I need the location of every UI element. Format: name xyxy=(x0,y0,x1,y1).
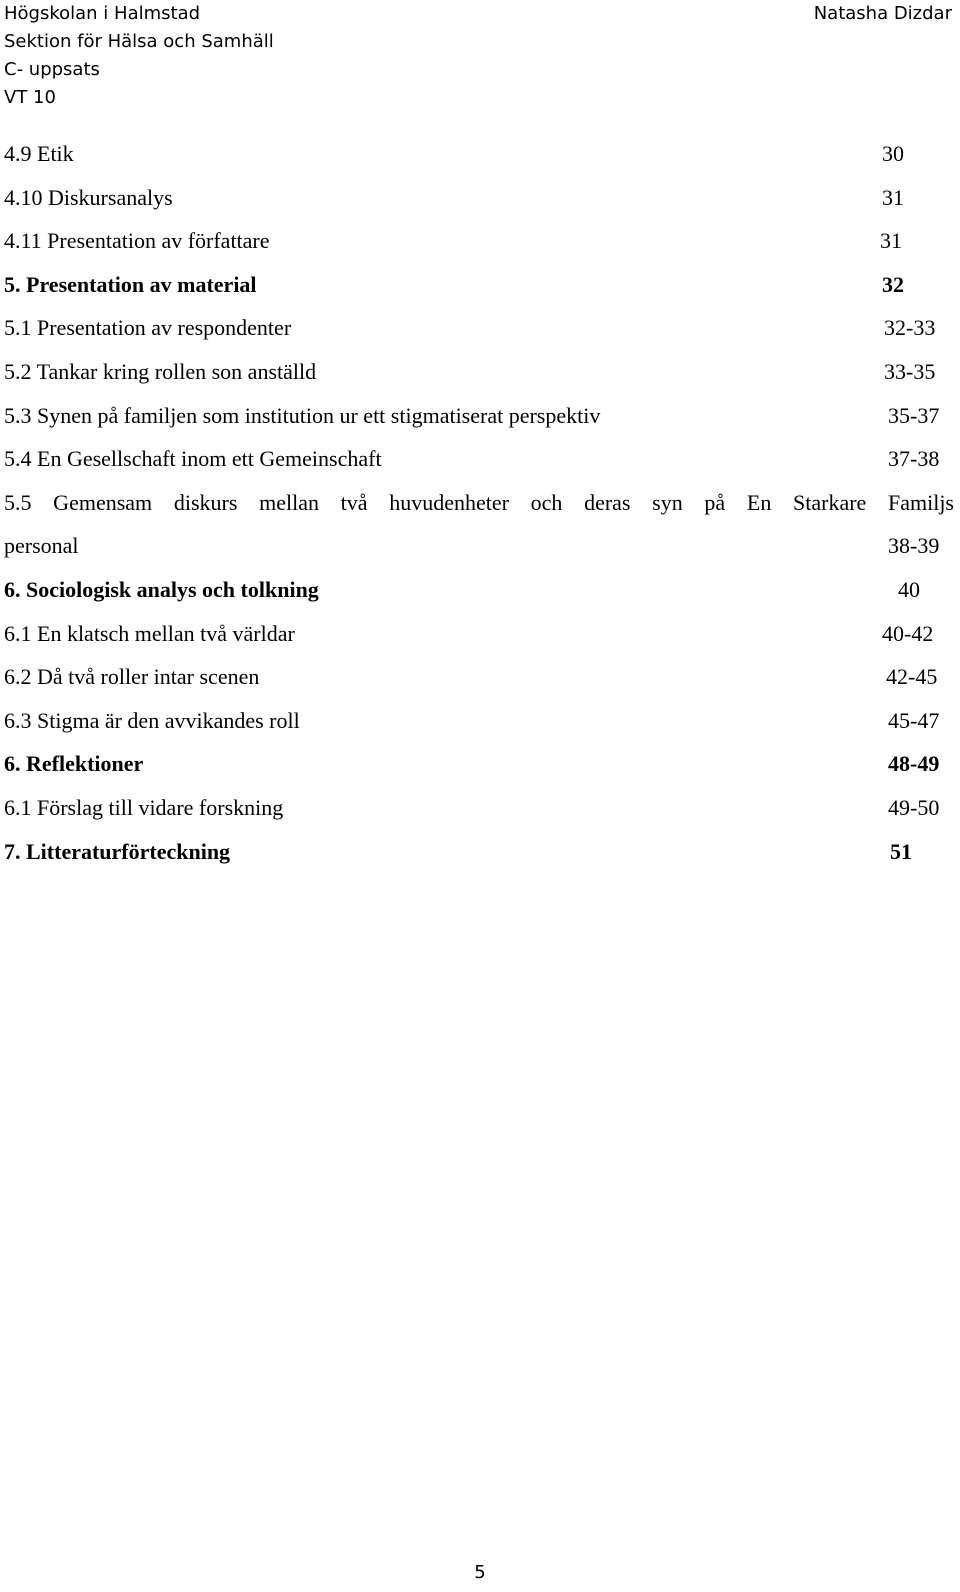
toc-entry-label: 5.5 Gemensam diskurs mellan två huvudenheter och deras syn på En Starkare Familjs xyxy=(4,489,954,515)
toc-entry-label: 6.1 En klatsch mellan två världar xyxy=(4,620,295,646)
toc-entry-label: 4.11 Presentation av författare xyxy=(4,228,270,254)
toc-entry xyxy=(4,786,956,830)
toc-entry-label: 5.2 Tankar kring rollen son anställd xyxy=(4,358,317,384)
toc-entry-label: 7. Litteraturförteckning xyxy=(4,838,231,864)
toc-entry-label: 6. Sociologisk analys och tolkning xyxy=(4,576,319,602)
toc-entry-chapter xyxy=(4,263,956,307)
toc-entry xyxy=(4,132,956,176)
toc-entry xyxy=(4,350,956,394)
toc-entry xyxy=(4,394,956,438)
toc-entry-label: 6.2 Då två roller intar scenen xyxy=(4,664,260,690)
header-line-university: Högskolan i Halmstad xyxy=(4,3,201,24)
toc-entry-label: 4.9 Etik xyxy=(4,141,74,166)
toc-entry xyxy=(4,699,956,743)
toc-entry xyxy=(4,176,956,220)
toc-entry-label: 5.1 Presentation av respondenter xyxy=(4,315,292,341)
table-of-contents xyxy=(4,132,956,873)
toc-entry-page: 40 xyxy=(898,576,920,602)
toc-entry-page: 45-47 xyxy=(888,707,940,733)
toc-entry-label: 5. Presentation av material xyxy=(4,271,257,297)
toc-entry xyxy=(4,481,956,525)
page-number: 5 xyxy=(474,1562,486,1583)
toc-entry-page: 30 xyxy=(882,141,904,166)
toc-entry-label: personal xyxy=(4,533,79,559)
toc-entry xyxy=(4,219,956,263)
header-line-section: Sektion för Hälsa och Samhäll xyxy=(4,31,274,52)
header-author: Natasha Dizdar xyxy=(813,3,952,24)
toc-entry-page: 31 xyxy=(880,228,902,254)
toc-entry-label: 6.3 Stigma är den avvikandes roll xyxy=(4,707,300,733)
header-line-document-type: C- uppsats xyxy=(4,59,100,80)
toc-entry-chapter xyxy=(4,830,956,874)
toc-entry-page: 32 xyxy=(882,271,904,297)
toc-entry-page: 32-33 xyxy=(884,315,936,341)
toc-entry xyxy=(4,655,956,699)
toc-entry xyxy=(4,306,956,350)
toc-entry-page: 33-35 xyxy=(884,358,936,384)
toc-entry-page: 42-45 xyxy=(886,664,938,690)
toc-entry-label: 5.3 Synen på familjen som institution ur ett stigmatiserat perspektiv xyxy=(4,402,601,428)
toc-entry-label: 4.10 Diskursanalys xyxy=(4,184,173,210)
toc-entry-chapter xyxy=(4,742,956,786)
header-line-term: VT 10 xyxy=(4,87,56,108)
toc-entry-label: 6.1 Förslag till vidare forskning xyxy=(4,794,284,820)
toc-entry-page: 35-37 xyxy=(888,402,940,428)
toc-entry-page: 38-39 xyxy=(888,533,940,559)
toc-entry-page: 49-50 xyxy=(888,794,940,820)
toc-entry-page: 40-42 xyxy=(882,620,934,646)
toc-entry-continuation xyxy=(4,524,956,568)
toc-entry xyxy=(4,612,956,656)
toc-entry-page: 31 xyxy=(882,184,904,210)
toc-entry xyxy=(4,437,956,481)
toc-entry-page: 48-49 xyxy=(888,751,940,777)
header-institution-block xyxy=(4,0,274,112)
toc-entry-page: 37-38 xyxy=(888,446,940,472)
toc-entry-label: 6. Reflektioner xyxy=(4,751,144,777)
toc-entry-page: 51 xyxy=(890,838,912,864)
toc-entry-label: 5.4 En Gesellschaft inom ett Gemeinschaft xyxy=(4,446,382,472)
toc-entry-chapter xyxy=(4,568,956,612)
